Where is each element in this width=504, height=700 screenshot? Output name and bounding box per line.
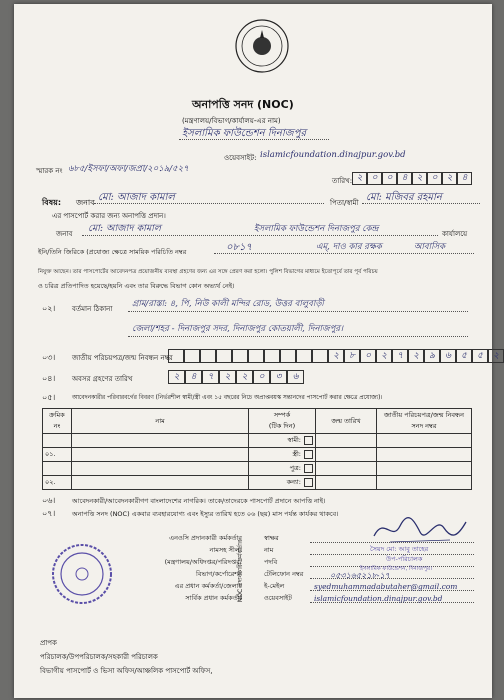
digit-box: ২ [219, 370, 236, 384]
id-number: ০৮১৭ [226, 242, 252, 253]
empty-digit-box [312, 349, 328, 363]
item-05-number: ০৫। [42, 393, 56, 402]
recipient-label: প্রাপক [40, 639, 57, 647]
subject-tail: এর পাসপোর্ট করার জন্য অনাপত্তি প্রদান। [52, 212, 166, 220]
noc-officer-vertical-label: NOC প্রদানকারী কর্মকর্তার [237, 539, 245, 603]
employee-role: এম্, দাও কার রক্ষক [316, 242, 382, 252]
office-seal-icon [50, 542, 114, 606]
body-line4: ও চরিত্র প্রতিপাদিত হয়েছে/হয়নি এবং তার বিরুদ্ধে বিভাগ কোন অভ্যর্থ নেই। [38, 282, 235, 290]
note-06-number: ০৬। [42, 496, 56, 505]
col-nid: জাতীয় পরিচয়পত্র/জন্ম নিবন্ধন সনদ নম্বর [377, 409, 472, 434]
digit-box: ০ [360, 349, 376, 363]
body-line3: নিযুক্ত আছেন। তার পাসপোর্টের আবেদনপত্র প্রয়োজনীয় ব্যবস্থা গ্রহণের জন্য এর সঙ্গে প্রেরণ করা হলো। পুলিশ বিভাগের মাধ্যমে ইতোপূর্বে তার পূর্ব পরিচয় [38, 269, 378, 275]
empty-digit-box [216, 349, 232, 363]
table-row: পুত্র: [43, 462, 472, 476]
authority-caption: এনওসি প্রদানকারী কর্মকর্তার নামসহ সীল। (মন্ত্রণালয়/অধিদপ্তর/পরিদপ্তর/ বিভাগ/কর্পোরেশন এর প্রধান কর্মকর্তা/জেলার সার্বিক প্রধান কর্মকর্তা) [164, 534, 242, 602]
body-office-tail: কার্যালয়ে [442, 230, 468, 238]
digit-box: ২ [328, 349, 344, 363]
relation-checkbox[interactable] [304, 464, 313, 473]
nid-label: জাতীয় পরিচয়পত্র/জন্ম নিবন্ধন নম্বর [72, 354, 173, 362]
empty-digit-box [168, 349, 184, 363]
address-line-1: গ্রাম/রাস্তা: ৪, পি, নিউ কালী মন্দির রোড, উত্তর বালুবাড়ী [132, 299, 324, 309]
item-04-number: ০৪। [42, 374, 56, 383]
note-07-number: ০৭। [42, 509, 56, 518]
col-name: নাম [72, 409, 249, 434]
digit-box: ০ [427, 172, 442, 185]
item-02-number: ০২। [42, 304, 56, 313]
digit-box: ২ [412, 172, 427, 185]
memo-label: স্মারক নং [36, 167, 63, 175]
digit-box: ২ [408, 349, 424, 363]
table-row: ০১. স্ত্রী: [43, 448, 472, 462]
empty-digit-box [248, 349, 264, 363]
document-subtitle: (মন্ত্রণালয়/বিভাগ/কার্যালয়-এর নাম) [182, 117, 281, 125]
col-relation: সম্পর্ক (টিক দিন) [249, 409, 316, 434]
digit-box: ২ [352, 172, 367, 185]
digit-box: ২ [168, 370, 185, 384]
empty-digit-box [264, 349, 280, 363]
noc-document [14, 4, 499, 698]
item-03-number: ০৩। [42, 353, 56, 362]
memo-number: ৬৮৫/ইসফা/অফা/জপ্রা/২০১৯/৫২৭ [68, 164, 189, 174]
government-emblem-icon [234, 18, 290, 74]
subject-prefix: জনাব [76, 198, 95, 207]
table-row: স্বামী: [43, 434, 472, 448]
office-name: ইসলামিক ফাউন্ডেশন দিনাজপুর [182, 128, 307, 139]
relation-checkbox[interactable] [304, 450, 313, 459]
digit-box: ৮ [344, 349, 360, 363]
recipient-line-1: পরিচালক/উপপরিচালক/সহকারী পরিচালক [40, 653, 158, 661]
empty-digit-box [232, 349, 248, 363]
stamp-org: ইসলামিক ফাউন্ডেশন, দিনাজপুর। [360, 566, 432, 572]
digit-box: ৭ [392, 349, 408, 363]
document-title: অনাপত্তি সনদ (NOC) [192, 98, 294, 111]
address-label: বর্তমান ঠিকানা [72, 305, 113, 313]
empty-digit-box [200, 349, 216, 363]
authority-fields: স্বাক্ষর নাম পদবি টেলিফোন নম্বর ই-মেইল ওয়েবসাইট [264, 534, 304, 602]
digit-box: ২ [236, 370, 253, 384]
digit-box: ৪ [457, 172, 472, 185]
body-line2: ইনি/তিনি জিরিকে (প্রযোজ্য ক্ষেত্রে সাময়িক পরিচিতি নম্বর [38, 248, 187, 256]
digit-box: ৫ [472, 349, 488, 363]
digit-box: ৪ [185, 370, 202, 384]
email-value: syedmuhammadabutaher@gmail.com [314, 582, 458, 591]
officer-signature-icon [370, 512, 470, 548]
authority-website-value: islamicfoundation.dinajpur.gov.bd [314, 594, 443, 603]
date-label: তারিখ: [332, 177, 353, 185]
employee-role-tail: আবাসিক [414, 242, 446, 252]
digit-box: ২ [442, 172, 457, 185]
family-label: আবেদনকারীর পরিবারবর্গের বিবরণ (নির্ভরশীল স্বামী/স্ত্রী এবং ১৫ বছরের নিচে অপ্রাপ্তবয়স্ক সন্তানদের পাসপোর্ট করার ক্ষেত্রে প্রযোজ্য)। [72, 395, 383, 401]
website-value: islamicfoundation.dinajpur.gov.bd [260, 150, 406, 160]
digit-box: ৩ [270, 370, 287, 384]
body-name: মো: আজাদ কামাল [88, 223, 161, 234]
digit-box: ২ [376, 349, 392, 363]
empty-digit-box [280, 349, 296, 363]
empty-digit-box [184, 349, 200, 363]
body-office: ইসলামিক ফাউন্ডেশন দিনাজপুর কেন্দ্র [254, 224, 379, 234]
note-07-text: অনাপত্তি সনদ (NOC) একবার ব্যবহারযোগ্য এবং ইস্যুর তারিখ হতে ০৬ (ছয়) মাস পর্যন্ত কার্যকর থাকবে। [72, 510, 339, 518]
empty-digit-box [296, 349, 312, 363]
relation-checkbox[interactable] [304, 436, 313, 445]
digit-box: ২ [488, 349, 504, 363]
col-dob: জন্ম তারিখ [316, 409, 377, 434]
digit-box: ০ [367, 172, 382, 185]
retirement-label: অবসর গ্রহণের তারিখ [72, 375, 133, 383]
address-line-2: জেলা/শহর - দিনাজপুর সদর, দিনাজপুর কোতয়ালী, দিনাজপুর। [132, 324, 344, 334]
digit-box: ৭ [202, 370, 219, 384]
recipient-line-2: বিভাগীয় পাসপোর্ট ও ভিসা অফিস/আঞ্চলিক পাসপোর্ট অফিস, [40, 667, 213, 675]
digit-box: ০ [253, 370, 270, 384]
digit-box: ৫ [456, 349, 472, 363]
father-label: পিতা/স্বামী [330, 199, 359, 207]
col-serial: ক্রমিক নং [43, 409, 72, 434]
note-06-text: আবেদনকারী/আবেদনকারীগণ বাংলাদেশের নাগরিক। তাকে/তাদেরকে পাসপোর্ট প্রদানে আপত্তি নাই। [72, 497, 326, 505]
phone-value: ০৫৩১৬৫২১৮-১৭ [330, 571, 390, 580]
subject-name: মো: আজাদ কামাল [98, 192, 175, 203]
digit-box: ৯ [424, 349, 440, 363]
family-table [42, 408, 472, 490]
digit-box: ৪ [397, 172, 412, 185]
body-janab: জনাব [56, 230, 73, 238]
subject-label: বিষয়: [42, 198, 62, 207]
digit-box: ৬ [440, 349, 456, 363]
father-name: মো: মজিবর রহমান [366, 192, 442, 203]
stamp-name: সৈয়দ মো: আবু তাহের [370, 545, 429, 553]
website-label: ওয়েবসাইট: [224, 154, 257, 162]
relation-checkbox[interactable] [304, 478, 313, 487]
stamp-title: উপ-পরিচালক [386, 555, 423, 563]
table-row: ০২. কন্যা: [43, 476, 472, 490]
digit-box: ০ [382, 172, 397, 185]
digit-box: ৬ [287, 370, 304, 384]
